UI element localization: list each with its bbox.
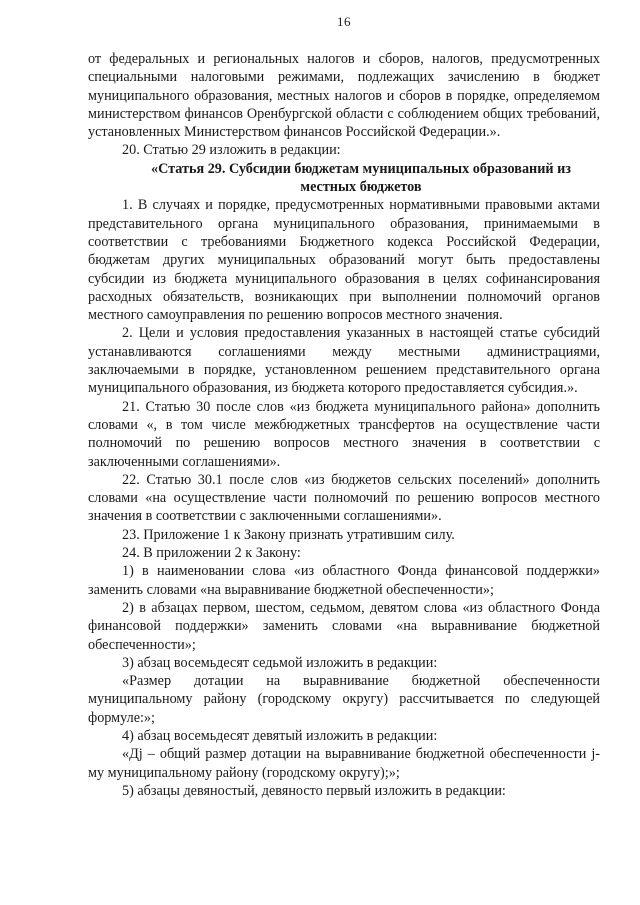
subitem-3: 3) абзац восемьдесят седьмой изложить в редакции:: [122, 654, 438, 671]
paragraph-continuation: от федеральных и региональных налогов и сборов, налогов, предусмотренных специальными налоговыми режимами, подлежащих зачислению в бюджет муниципального образования, местных налогов и сборов в порядке, определяемом министерством финансов Оренбургской области с соблюдением общих требований, установленных Министерством финансов Российской Федерации.».: [88, 51, 600, 141]
article-29-heading: «Статья 29. Субсидии бюджетам муниципальных образований из местных бюджетов: [150, 160, 571, 196]
subitem-3-text: «Размер дотации на выравнивание бюджетной обеспеченности муниципальному району (городскому округу) рассчитывается по следующей формуле:»;: [88, 673, 600, 726]
paragraph-item-23: 23. Приложение 1 к Закону признать утратившим силу.: [122, 526, 455, 543]
paragraph-item-24: 24. В приложении 2 к Закону:: [122, 545, 301, 562]
paragraph-item-22: 22. Статью 30.1 после слов «из бюджетов сельских поселений» дополнить словами «на осуществление части полномочий по решению вопросов местного значения в соответствии с заключенными соглашениями».: [88, 471, 600, 525]
article-29-clause-1: 1. В случаях и порядке, предусмотренных нормативными правовыми актами представительного органа муниципального образования, принимаемыми в соответствии с требованиями Бюджетного кодекса Российской Федерации, бюджетам других муниципальных образований могут быть предоставлены субсидии из бюджета муниципального образования в целях софинансирования расходных обязательств, возникающих при выполнении полномочий органов местного самоуправления по решению вопросов местного значения.: [88, 197, 600, 324]
paragraph-item-20: 20. Статью 29 изложить в редакции:: [122, 142, 341, 159]
subitem-4-text: «Дj – общий размер дотации на выравнивание бюджетной обеспеченности j-му муниципальному району (городскому округу);»;: [88, 746, 600, 781]
paragraph-item-21: 21. Статью 30 после слов «из бюджета муниципального района» дополнить словами «, в том числе межбюджетных трансфертов на осуществление части полномочий по решению вопросов местного значения в соответствии с заключенными соглашениями».: [88, 398, 600, 470]
subitem-1: 1) в наименовании слова «из областного Фонда финансовой поддержки» заменить словами «на выравнивание бюджетной обеспеченности»;: [88, 563, 600, 598]
page-number: 16: [337, 14, 351, 29]
document-page: [88, 14, 600, 800]
subitem-2: 2) в абзацах первом, шестом, седьмом, девятом слова «из областного Фонда финансовой поддержки» заменить словами «на выравнивание бюджетной обеспеченности»;: [88, 599, 600, 653]
article-29-clause-2: 2. Цели и условия предоставления указанных в настоящей статье субсидий устанавливаются соглашениями между местными администрациями, заключаемыми в порядке, установленном решением представительного органа муниципального образования, из бюджета которого предоставляется субсидия.».: [88, 325, 600, 397]
subitem-5: 5) абзацы девяностый, девяносто первый изложить в редакции:: [122, 782, 506, 799]
subitem-4: 4) абзац восемьдесят девятый изложить в редакции:: [122, 727, 438, 744]
